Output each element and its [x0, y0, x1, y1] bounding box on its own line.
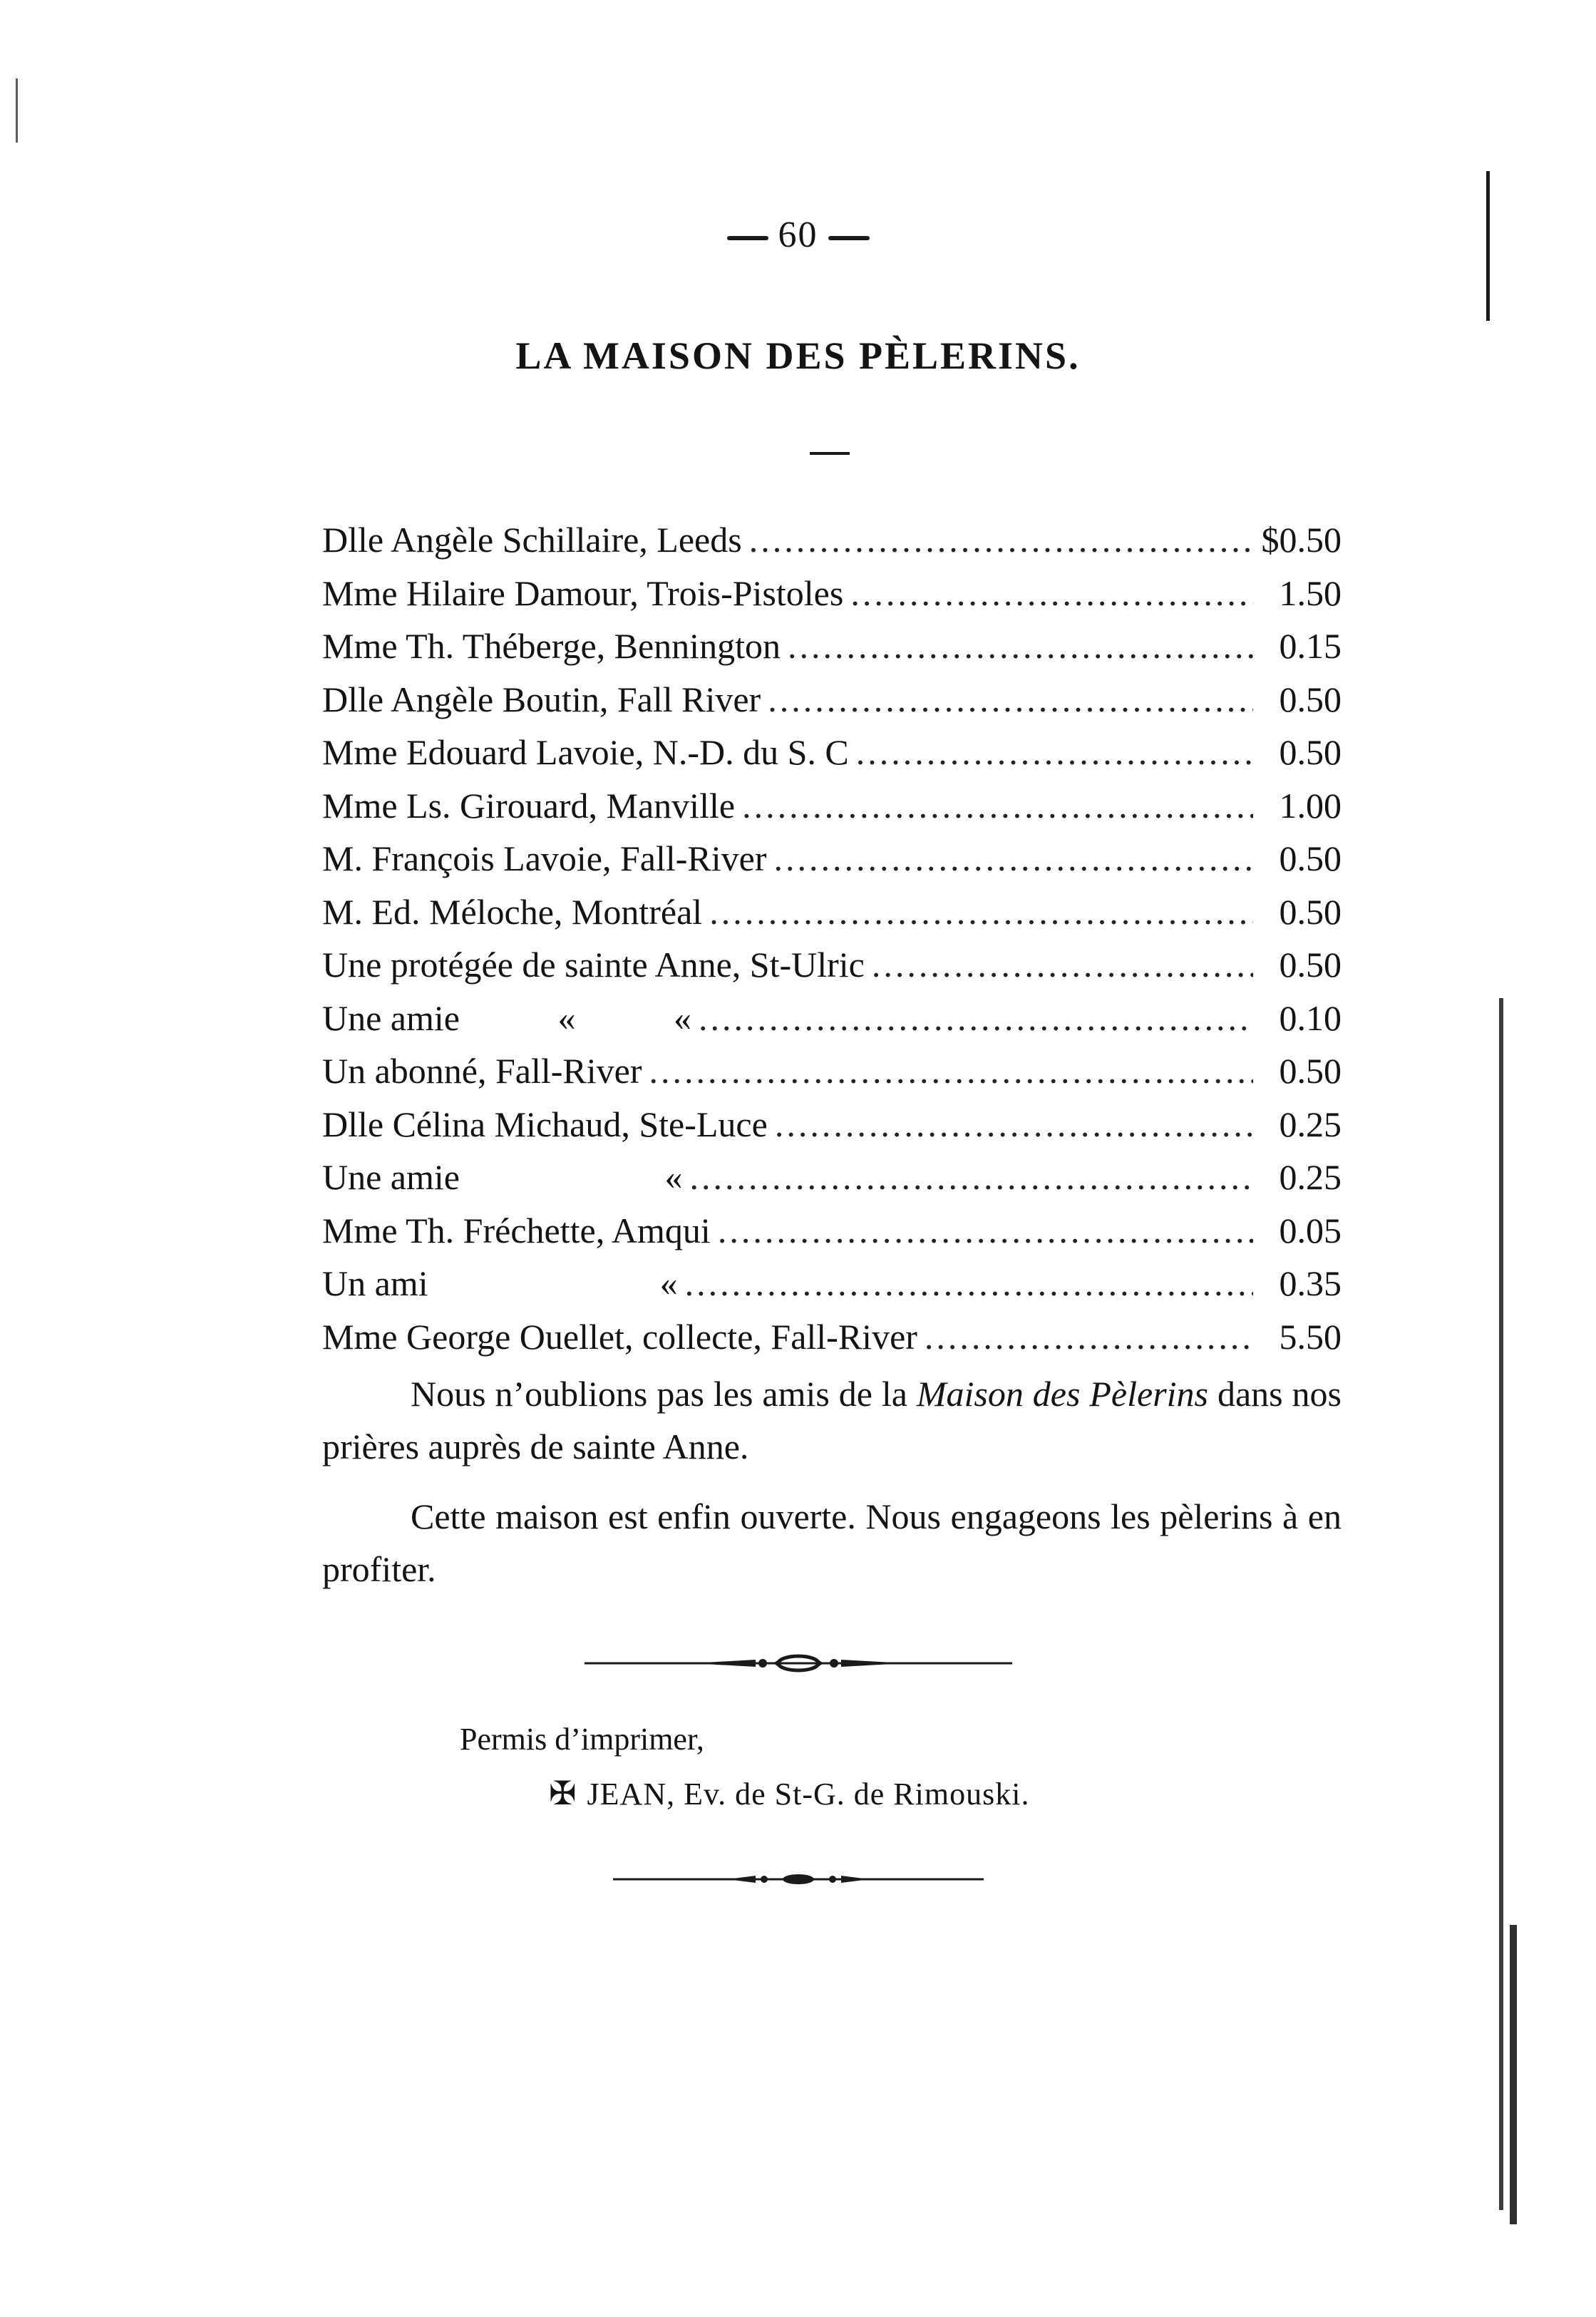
cross-icon: ✠ — [549, 1775, 577, 1812]
donor-name: Un ami « — [322, 1263, 678, 1303]
donation-amount: 0.50 — [1279, 1051, 1342, 1091]
donor-name: Une amie « « — [322, 997, 691, 1038]
donation-amount: 0.25 — [1279, 1104, 1342, 1144]
leader-dots — [925, 1316, 1253, 1357]
donation-row — [322, 1210, 1342, 1263]
donation-amount: 5.50 — [1279, 1316, 1342, 1357]
signature-text: JEAN, Ev. de St-G. de Rimouski. — [587, 1777, 1030, 1812]
imprimatur-label: Permis d’imprimer, — [460, 1722, 704, 1757]
leader-dots — [649, 1050, 1253, 1091]
donation-row — [322, 1263, 1342, 1316]
leader-dots — [856, 731, 1253, 773]
donor-name: Dlle Célina Michaud, Ste-Luce — [322, 1104, 768, 1144]
leader-dots — [689, 1156, 1253, 1198]
donation-amount: 0.50 — [1279, 732, 1342, 772]
donation-row — [322, 891, 1342, 945]
donor-name: Mme George Ouellet, collecte, Fall-River — [322, 1316, 917, 1357]
donation-row — [322, 1104, 1342, 1157]
ornament-rule-icon — [585, 1653, 1012, 1674]
donation-amount: 0.50 — [1279, 891, 1342, 932]
donation-row — [322, 625, 1342, 679]
donor-name: Une amie « — [322, 1157, 683, 1197]
leader-dots — [709, 891, 1253, 933]
scan-edge-mark — [16, 78, 18, 143]
section-title: LA MAISON DES PÈLERINS. — [515, 334, 1081, 377]
donor-name: Mme Hilaire Damour, Trois-Pistoles — [322, 572, 844, 613]
leader-dots — [685, 1263, 1253, 1304]
donation-amount: 0.05 — [1279, 1210, 1342, 1250]
scan-edge-mark — [1499, 998, 1503, 2210]
leader-dots — [774, 838, 1254, 879]
donation-row — [322, 944, 1342, 997]
donor-name: M. François Lavoie, Fall-River — [322, 838, 767, 878]
donor-name: Une protégée de sainte Anne, St-Ulric — [322, 945, 865, 985]
leader-dots — [850, 572, 1253, 614]
ornament-rule-icon — [613, 1871, 984, 1888]
donation-row — [322, 785, 1342, 838]
donor-name: Dlle Angèle Schillaire, Leeds — [322, 520, 742, 560]
note-italic-text: Maison des Pèlerins — [916, 1374, 1209, 1414]
donation-amount: 0.50 — [1279, 679, 1342, 719]
leader-dots — [872, 944, 1253, 985]
donation-row — [322, 1156, 1342, 1210]
ornament-divider — [0, 1871, 1596, 1888]
leader-dots — [768, 679, 1253, 720]
donation-row — [322, 679, 1342, 732]
note-paragraph — [322, 1367, 1342, 1473]
donation-amount: 0.50 — [1279, 945, 1342, 985]
donation-row — [322, 838, 1342, 891]
leader-dots — [742, 785, 1253, 826]
donation-amount: 0.15 — [1279, 626, 1342, 666]
note-text: dans nos prières auprès de sainte Anne. — [322, 1374, 1342, 1466]
note-text: Nous n’oublions pas les amis de la — [411, 1374, 917, 1414]
donor-name: M. Ed. Méloche, Montréal — [322, 891, 703, 932]
donation-amount: 0.35 — [1279, 1263, 1342, 1303]
note-paragraph: Cette maison est enfin ouverte. Nous engageons les pèlerins à en profiter. — [322, 1496, 1342, 1589]
title-rule — [810, 452, 850, 455]
leader-dots — [788, 625, 1253, 667]
donation-amount: 0.25 — [1279, 1157, 1342, 1197]
donation-row — [322, 572, 1342, 626]
donor-name: Mme Edouard Lavoie, N.-D. du S. C — [322, 732, 849, 772]
donation-row — [322, 1316, 1342, 1370]
donation-row — [322, 997, 1342, 1051]
leader-dots — [775, 1104, 1253, 1145]
page-number-right-dash — [828, 236, 870, 240]
ornament-divider — [0, 1653, 1596, 1674]
donor-name: Mme Th. Théberge, Bennington — [322, 626, 781, 666]
donor-name: Mme Ls. Girouard, Manville — [322, 785, 736, 826]
donation-amount: 1.00 — [1279, 785, 1342, 826]
donation-amount: 0.50 — [1279, 838, 1342, 878]
page-number — [0, 214, 1596, 256]
donation-amount: 1.50 — [1279, 572, 1342, 613]
leader-dots — [749, 519, 1252, 560]
page-number-left-dash — [727, 236, 768, 240]
donor-name: Un abonné, Fall-River — [322, 1051, 642, 1091]
leader-dots — [699, 997, 1253, 1039]
donation-list — [322, 519, 1342, 1369]
donation-amount: $0.50 — [1261, 520, 1342, 560]
donation-row — [322, 519, 1342, 572]
donation-row — [322, 731, 1342, 785]
donor-name: Dlle Angèle Boutin, Fall River — [322, 679, 761, 719]
donor-name: Mme Th. Fréchette, Amqui — [322, 1210, 711, 1250]
donation-amount: 0.10 — [1279, 997, 1342, 1038]
signature — [549, 1774, 1029, 1812]
scan-edge-mark — [1510, 1925, 1517, 2224]
donation-row — [322, 1050, 1342, 1104]
page-number-text: 60 — [778, 215, 818, 255]
leader-dots — [718, 1210, 1253, 1251]
